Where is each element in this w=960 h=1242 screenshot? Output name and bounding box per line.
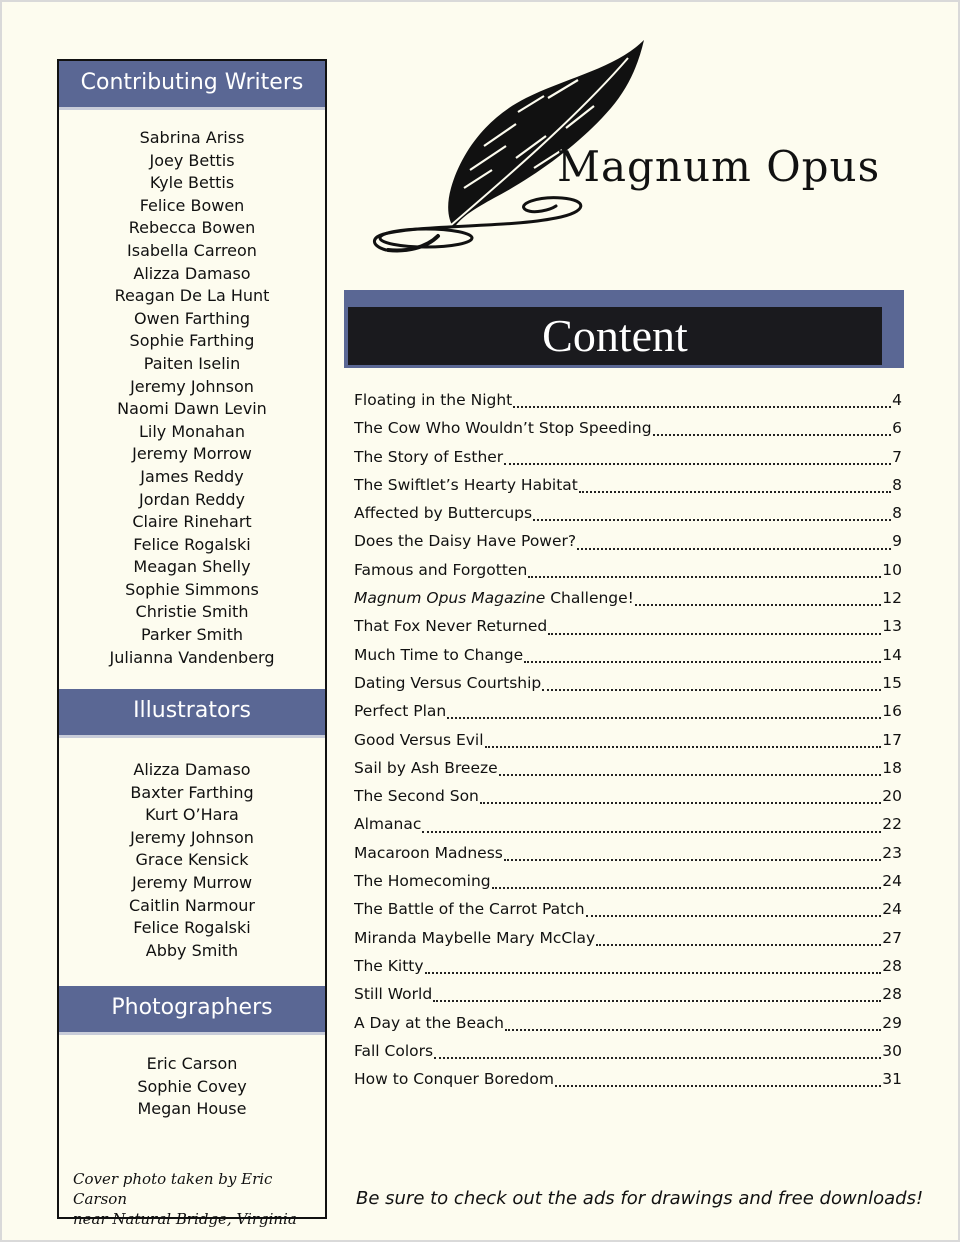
toc-leader-dots [586,915,882,917]
toc-entry-title: The Cow Who Wouldn’t Stop Speeding [354,419,652,438]
credit-name: Felice Rogalski [133,534,251,554]
credit-name: Paiten Iselin [143,353,241,373]
toc-page-number: 14 [882,645,902,664]
toc-entry-title: The Kitty [354,956,424,975]
toc-entry-title [354,584,634,612]
toc-entry [354,754,902,782]
credit-name: Felice Rogalski [133,918,251,938]
toc-page-number: 20 [882,787,902,806]
toc-leader-dots [434,1057,881,1059]
toc-page-number: 10 [882,560,902,579]
toc-leader-dots [492,887,882,889]
toc-entry-title: Dating Versus Courtship [354,673,542,692]
credits-sidebar [57,59,327,1228]
credit-name: Jeremy Morrow [132,444,252,464]
credit-name: Caitlin Narmour [129,895,255,915]
toc-entry [354,443,902,471]
toc-leader-dots [596,944,881,946]
credit-name: Jeremy Murrow [131,872,253,892]
photographers-heading: Photographers [59,986,325,1035]
toc-entry [354,782,902,810]
magazine-page [2,2,958,1240]
toc-entry [354,527,902,555]
toc-leader-dots [505,1029,881,1031]
toc-leader-dots [485,746,882,748]
toc-page-number: 15 [882,673,902,692]
toc-entry-title: Good Versus Evil [354,730,484,749]
credit-name: Kurt O’Hara [145,805,239,825]
credit-name: Owen Farthing [133,308,251,328]
credit-name: Jeremy Johnson [130,827,254,847]
illustrators-heading: Illustrators [59,689,325,738]
toc-leader-dots [555,1085,881,1087]
credit-name: Grace Kensick [135,850,249,870]
credit-name: Kyle Bettis [149,173,235,193]
credit-name: Abby Smith [145,940,239,960]
credit-name: Claire Rinehart [132,512,252,532]
toc-leader-dots [433,1000,881,1002]
credit-name: Rebecca Bowen [128,218,256,238]
toc-entry-title: That Fox Never Returned [354,617,548,636]
toc-leader-dots [524,661,881,663]
toc-page-number: 18 [882,758,902,777]
toc-leader-dots [528,576,881,578]
credit-name: Sophie Farthing [129,331,255,351]
toc-entry-title: The Swiftlet’s Hearty Habitat [354,475,578,494]
toc-entry [354,867,902,895]
toc-entry-title-rest: Challenge! [545,589,634,608]
credit-name: Eric Carson [146,1054,238,1073]
toc-entry-title: Almanac [354,815,422,834]
toc-page-number: 29 [882,1013,902,1032]
toc-entry [354,1009,902,1037]
toc-page-number: 30 [882,1041,902,1060]
magazine-logo-title: Magnum Opus [557,142,881,191]
toc-page-number: 17 [882,730,902,749]
toc-entry [354,952,902,980]
writers-list [59,127,325,669]
toc-entry-title: The Second Son [354,787,479,806]
toc-entry-title: Much Time to Change [354,645,524,664]
toc-entry-title: Affected by Buttercups [354,504,533,523]
cover-caption-line: Cover photo taken by Eric Carson [73,1170,273,1208]
cover-caption-line: near Natural Bridge, Virginia [73,1210,297,1228]
credit-name: Lily Monahan [139,421,245,441]
toc-page-number: 6 [892,419,902,438]
toc-entry [354,414,902,442]
toc-leader-dots [422,831,881,833]
toc-entry-title: Miranda Maybelle Mary McClay [354,928,596,947]
toc-entry-title: A Day at the Beach [354,1013,504,1032]
toc-entry [354,612,902,640]
toc-page-number: 31 [882,1070,902,1089]
credit-name: Joey Bettis [149,150,235,170]
toc-entry [354,895,902,923]
toc-entry [354,839,902,867]
toc-page-number: 7 [892,447,902,466]
toc-leader-dots [504,463,891,465]
toc-page-number: 28 [882,956,902,975]
credit-name: Reagan De La Hunt [114,286,270,306]
table-of-contents [354,386,902,1093]
toc-page-number: 16 [882,702,902,721]
toc-entry-title: Perfect Plan [354,702,447,721]
toc-entry-title: Floating in the Night [354,391,513,409]
ads-note: Be sure to check out the ads for drawings and free downloads! [356,1188,924,1209]
content-heading: Content [348,307,882,365]
toc-page-number: 22 [882,815,902,834]
credit-name: Christie Smith [135,602,249,622]
toc-entry [354,810,902,838]
toc-entry [354,556,902,584]
credit-name: Sophie Simmons [125,579,259,599]
toc-page-number: 28 [882,985,902,1004]
credit-name: Megan House [137,1099,247,1119]
toc-page-number: 24 [882,872,902,891]
toc-leader-dots [548,633,881,635]
credit-name: Alizza Damaso [133,760,251,779]
toc-leader-dots [480,802,881,804]
toc-entry-title: The Story of Esther [354,447,504,466]
toc-entry [354,641,902,669]
writers-heading: Contributing Writers [59,61,325,110]
toc-entry-title: The Battle of the Carrot Patch [354,900,585,919]
toc-entry-title: Fall Colors [354,1041,434,1060]
credit-name: James Reddy [140,466,244,486]
toc-leader-dots [447,717,881,719]
toc-entry-title: Famous and Forgotten [354,560,528,579]
toc-entry [354,471,902,499]
toc-leader-dots [577,548,891,550]
toc-entry [354,584,902,612]
toc-leader-dots [504,859,881,861]
toc-entry [354,1037,902,1065]
toc-page-number: 12 [882,589,902,608]
credit-name: Parker Smith [140,625,244,645]
toc-entry [354,924,902,952]
toc-entry [354,1065,902,1093]
toc-entry-title: Macaroon Madness [354,843,503,862]
toc-entry-title: Does the Daisy Have Power? [354,532,577,551]
toc-entry [354,499,902,527]
toc-leader-dots [635,604,881,606]
photographers-list [59,1053,325,1121]
toc-entry-title: Sail by Ash Breeze [354,758,498,777]
toc-entry-title: The Homecoming [354,872,491,891]
credit-name: Meagan Shelly [133,557,251,577]
toc-leader-dots [425,972,882,974]
toc-entry [354,980,902,1008]
toc-entry [354,386,902,414]
toc-entry [354,726,902,754]
toc-page-number: 8 [892,475,902,494]
credit-name: Isabella Carreon [127,240,257,260]
toc-page-number: 8 [892,504,902,523]
credit-name: Jeremy Johnson [130,376,254,396]
credit-name: Sophie Covey [137,1076,247,1096]
cover-caption [73,1169,323,1229]
toc-leader-dots [533,519,891,521]
credit-name: Jordan Reddy [138,489,245,509]
credit-name: Felice Bowen [139,195,245,215]
toc-page-number: 23 [882,843,902,862]
credit-name: Baxter Farthing [130,782,254,802]
credit-name: Julianna Vandenberg [109,647,275,667]
toc-page-number: 27 [882,928,902,947]
toc-leader-dots [542,689,881,691]
toc-entry [354,669,902,697]
toc-entry-title: Still World [354,985,433,1004]
toc-page-number: 4 [892,391,902,409]
toc-entry-title: How to Conquer Boredom [354,1070,554,1089]
toc-entry [354,697,902,725]
toc-leader-dots [653,434,892,436]
credit-name: Alizza Damaso [133,263,251,283]
credit-name: Sabrina Ariss [139,128,245,147]
toc-page-number: 9 [892,532,902,551]
toc-leader-dots [579,491,891,493]
credit-name: Naomi Dawn Levin [117,399,267,419]
illustrators-list [59,759,325,962]
toc-page-number: 13 [882,617,902,636]
toc-leader-dots [499,774,882,776]
toc-entry-title-italic: Magnum Opus Magazine [354,589,546,608]
toc-leader-dots [513,406,891,408]
toc-page-number: 24 [882,900,902,919]
